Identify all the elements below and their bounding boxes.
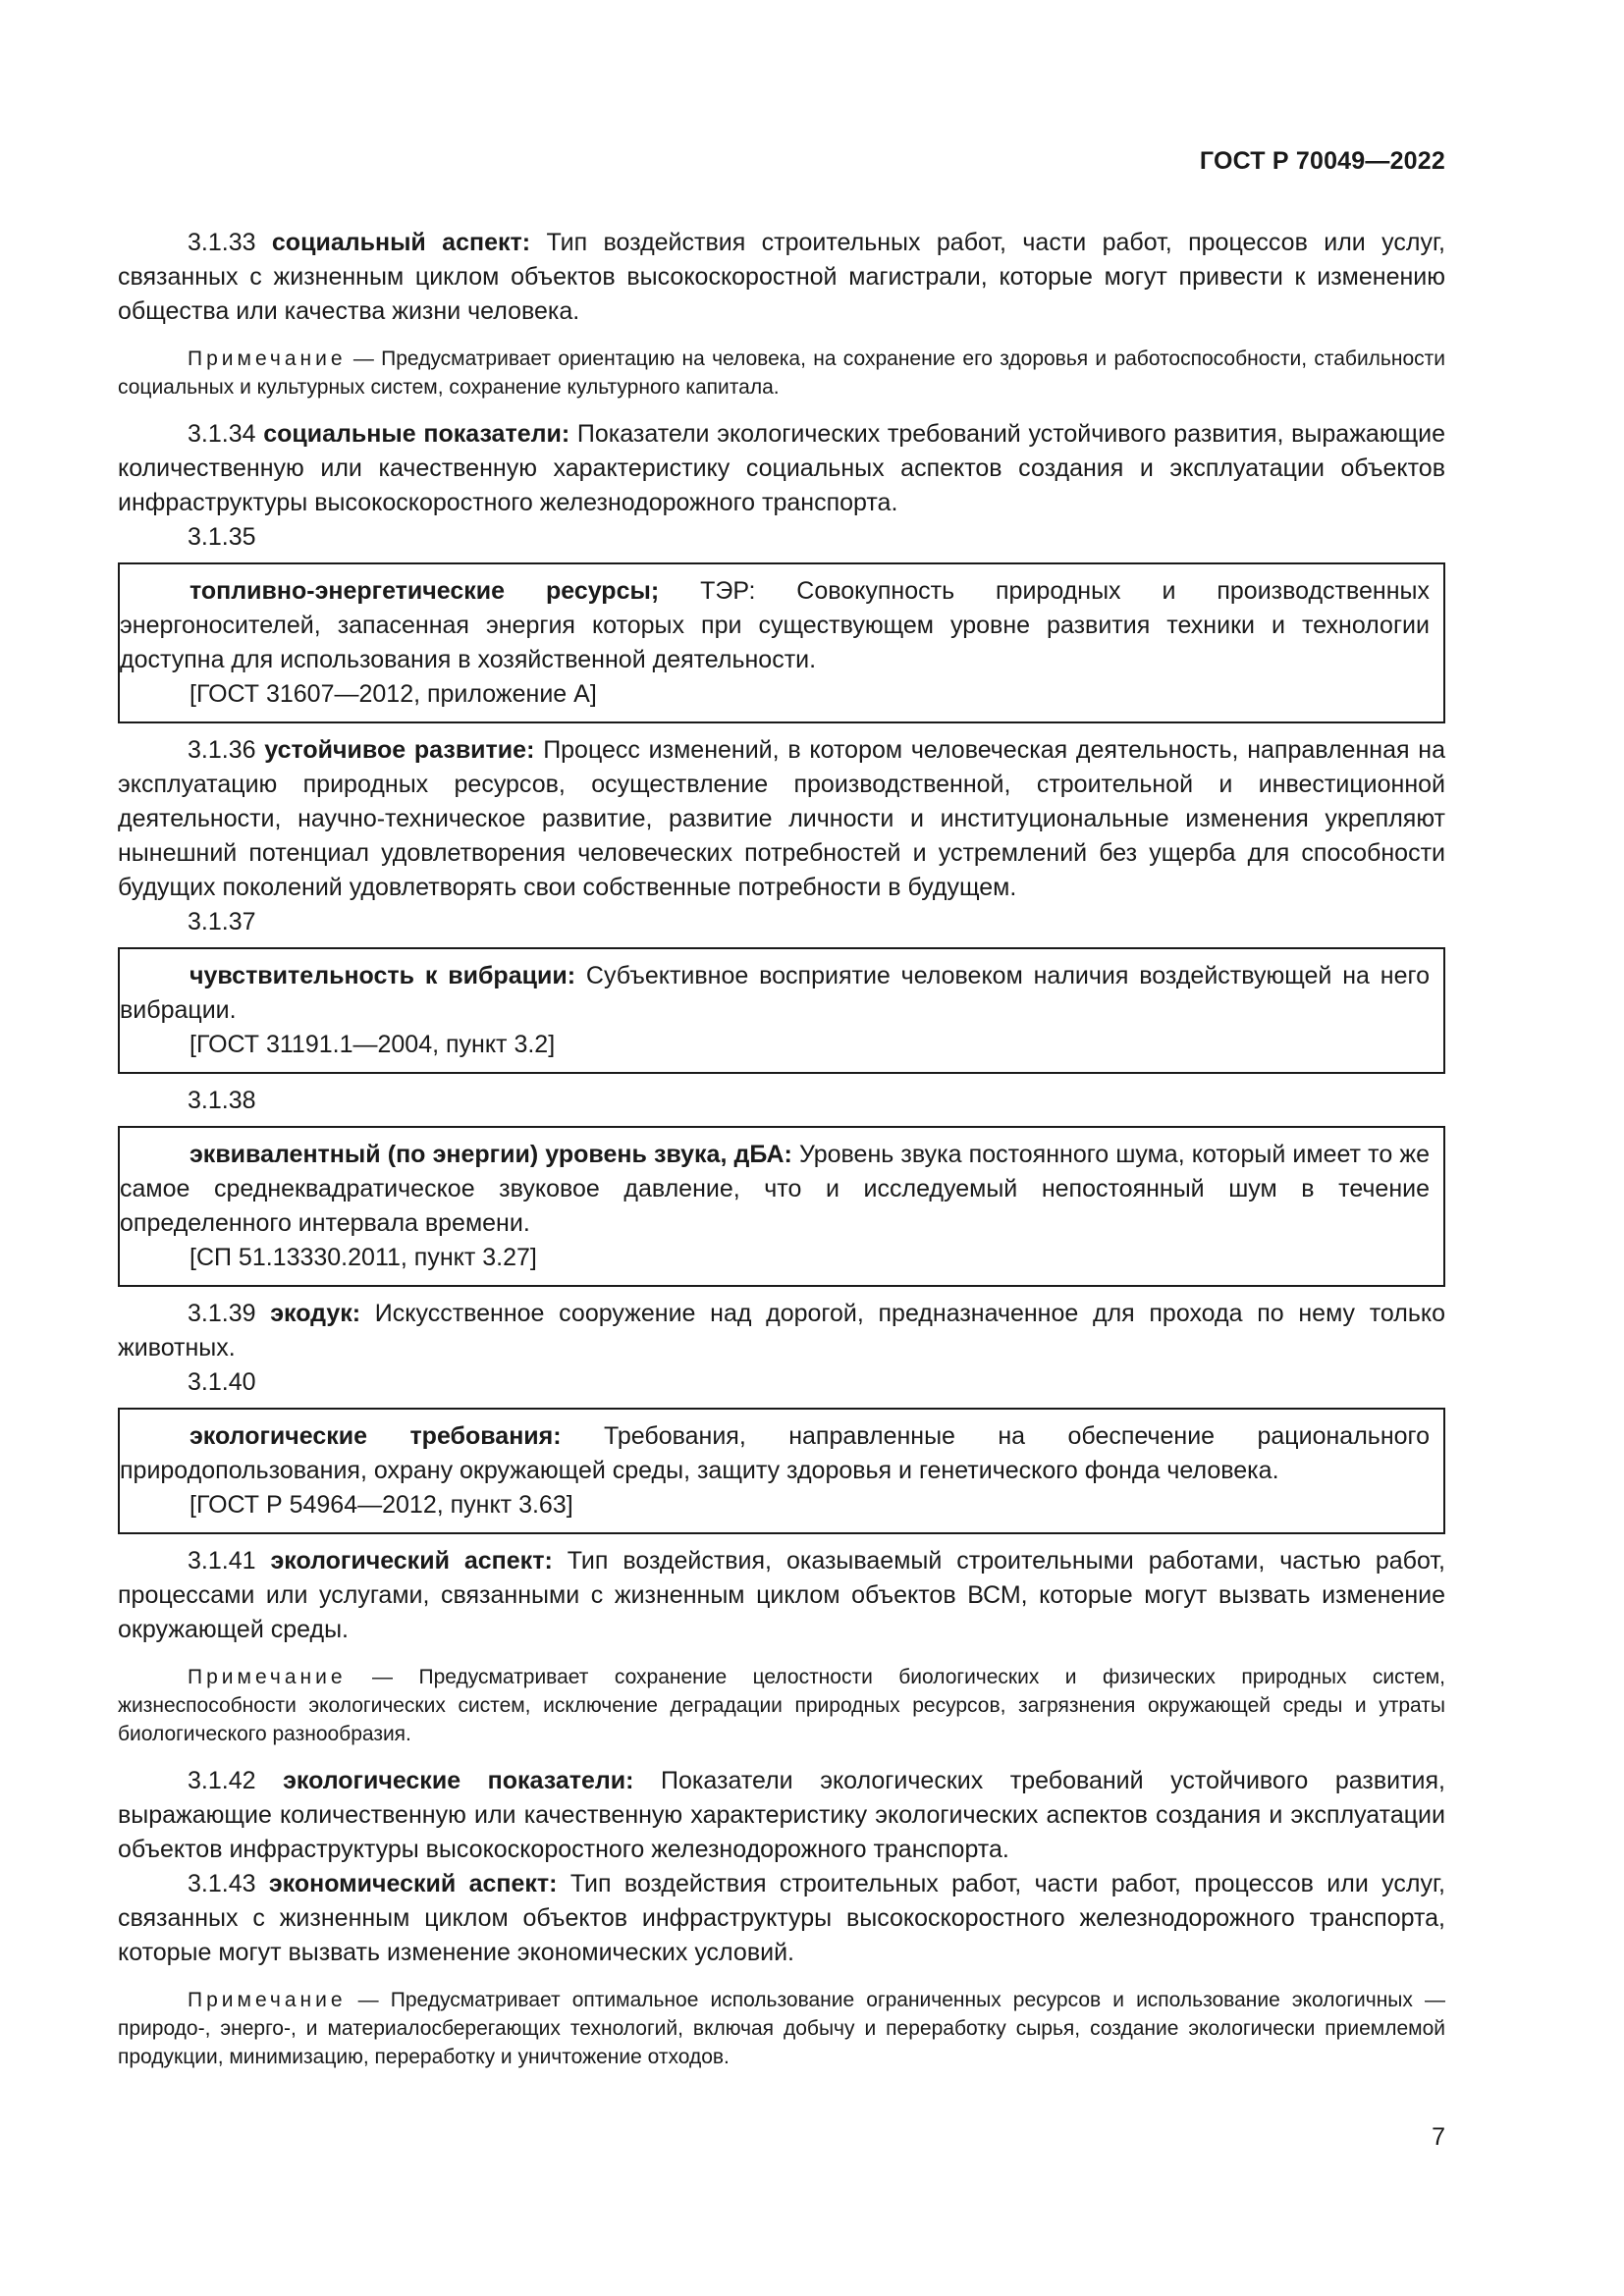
note: [118, 345, 1445, 401]
entry-number: 3.1.41: [188, 1547, 256, 1575]
term-entry: [120, 959, 1430, 1028]
term-definition: Субъективное восприятие человеком наличия воздействующей на него вибрации.: [120, 962, 1430, 1024]
note: [118, 1663, 1445, 1748]
term-definition: Показатели экологических требований устойчивого развития, выражающие количественную или качественную характеристику социальных аспектов создания и эксплуатации объектов инфраструктуры высокоскоростного железнодорожного транспорта.: [118, 420, 1446, 516]
term-source: [ГОСТ 31191.1—2004, пункт 3.2]: [189, 1031, 556, 1058]
term-definition: Тип воздействия строительных работ, части работ, процессов или услуг, связанных с жизненным циклом объектов инфраструктуры высокоскоростного железнодорожного транспорта, которые могут вызвать изменение экономических условий.: [118, 1870, 1445, 1966]
term-entry: [120, 1138, 1430, 1241]
term-definition: Процесс изменений, в котором человеческая деятельность, направленная на эксплуатацию природных ресурсов, осуществление производственной, строительной и инвестиционной деятельности, научно-техническое развитие, развитие личности и институциональные изменения укрепляют нынешний потенциал удовлетворения человеческих потребностей и устремлений без ущерба для способности будущих поколений удовлетворять свои собственные потребности в будущем.: [118, 736, 1445, 901]
term-entry: [118, 1544, 1445, 1647]
quoted-term-box: [118, 947, 1445, 1074]
document-header: ГОСТ Р 70049—2022: [1199, 147, 1445, 175]
term-name: топливно-энергетические ресурсы;: [189, 577, 660, 605]
entry-number: 3.1.34: [188, 420, 256, 448]
term-source: [ГОСТ 31607—2012, приложение А]: [189, 680, 597, 708]
note-text: — Предусматривает ориентацию на человека, на сохранение его здоровья и работоспособности, стабильности социальных и культурных систем, сохранение культурного капитала.: [118, 347, 1445, 399]
entry-number: 3.1.40: [188, 1368, 256, 1396]
term-entry: [120, 1419, 1430, 1488]
term-entry: [120, 574, 1430, 677]
note-label: Примечание: [188, 347, 347, 370]
note-text: — Предусматривает сохранение целостности биологических и физических природных систем, жизнеспособности экологических систем, исключение деградации природных ресурсов, загрязнения окружающей среды и утраты биологического разнообразия.: [118, 1666, 1445, 1745]
term-definition: ТЭР: Совокупность природных и производственных энергоносителей, запасенная энергия которых при существующем уровне развития техники и технологии доступна для использования в хозяйственной деятельности.: [120, 577, 1430, 673]
entry-number: 3.1.39: [188, 1300, 256, 1327]
note-label: Примечание: [188, 1989, 347, 2011]
term-entry: [118, 1764, 1445, 1867]
term-source: [СП 51.13330.2011, пункт 3.27]: [189, 1244, 537, 1271]
entry-number: 3.1.33: [188, 229, 256, 256]
term-name: чувствительность к вибрации:: [189, 962, 576, 989]
note: [118, 1986, 1445, 2071]
quoted-term-box: [118, 1126, 1445, 1287]
term-name: экологические требования:: [189, 1422, 562, 1450]
page-number: 7: [1432, 2123, 1445, 2151]
quoted-term-box: [118, 1408, 1445, 1534]
term-entry: [118, 226, 1445, 329]
quoted-term-box: [118, 562, 1445, 723]
term-entry: [118, 1297, 1445, 1365]
term-source: [ГОСТ Р 54964—2012, пункт 3.63]: [189, 1491, 573, 1519]
term-name: экологические показатели:: [283, 1767, 634, 1794]
term-definition: Уровень звука постоянного шума, который имеет то же самое среднеквадратическое звуковое давление, что и исследуемый непостоянный шум в течение определенного интервала времени.: [120, 1141, 1430, 1237]
term-name: эквивалентный (по энергии) уровень звука, дБА:: [189, 1141, 792, 1168]
entry-number: 3.1.35: [188, 523, 256, 551]
term-entry: [118, 733, 1445, 905]
note-text: — Предусматривает оптимальное использование ограниченных ресурсов и использование экологичных — природо-, энерго-, и материалосберегающих технологий, включая добычу и переработку сырья, создание экологически приемлемой продукции, минимизацию, переработку и уничтожение отходов.: [118, 1989, 1445, 2068]
term-definition: Тип воздействия, оказываемый строительными работами, частью работ, процессами или услугами, связанными с жизненным циклом объектов ВСМ, которые могут вызвать изменение окружающей среды.: [118, 1547, 1445, 1643]
entry-number: 3.1.38: [188, 1087, 256, 1114]
term-name: социальные показатели:: [263, 420, 570, 448]
term-definition: Тип воздействия строительных работ, части работ, процессов или услуг, связанных с жизненным циклом объектов высокоскоростной магистрали, которые могут привести к изменению общества или качества жизни человека.: [118, 229, 1445, 325]
term-name: социальный аспект:: [271, 229, 531, 256]
entry-number: 3.1.36: [188, 736, 256, 764]
term-name: экодук:: [270, 1300, 361, 1327]
document-content: [118, 226, 1445, 2087]
entry-number: 3.1.37: [188, 908, 256, 935]
term-entry: [118, 1867, 1445, 1970]
term-definition: Требования, направленные на обеспечение рационального природопользования, охрану окружающей среды, защиту здоровья и генетического фонда человека.: [120, 1422, 1431, 1484]
entry-number: 3.1.43: [188, 1870, 256, 1897]
term-name: экологический аспект:: [270, 1547, 553, 1575]
note-label: Примечание: [188, 1666, 347, 1688]
term-definition: Искусственное сооружение над дорогой, предназначенное для прохода по нему только животных.: [118, 1300, 1445, 1362]
entry-number: 3.1.42: [188, 1767, 256, 1794]
term-definition: Показатели экологических требований устойчивого развития, выражающие количественную или качественную характеристику экологических аспектов создания и эксплуатации объектов инфраструктуры высокоскоростного железнодорожного транспорта.: [118, 1767, 1445, 1863]
term-name: экономический аспект:: [268, 1870, 558, 1897]
term-name: устойчивое развитие:: [264, 736, 535, 764]
term-entry: [118, 417, 1445, 520]
